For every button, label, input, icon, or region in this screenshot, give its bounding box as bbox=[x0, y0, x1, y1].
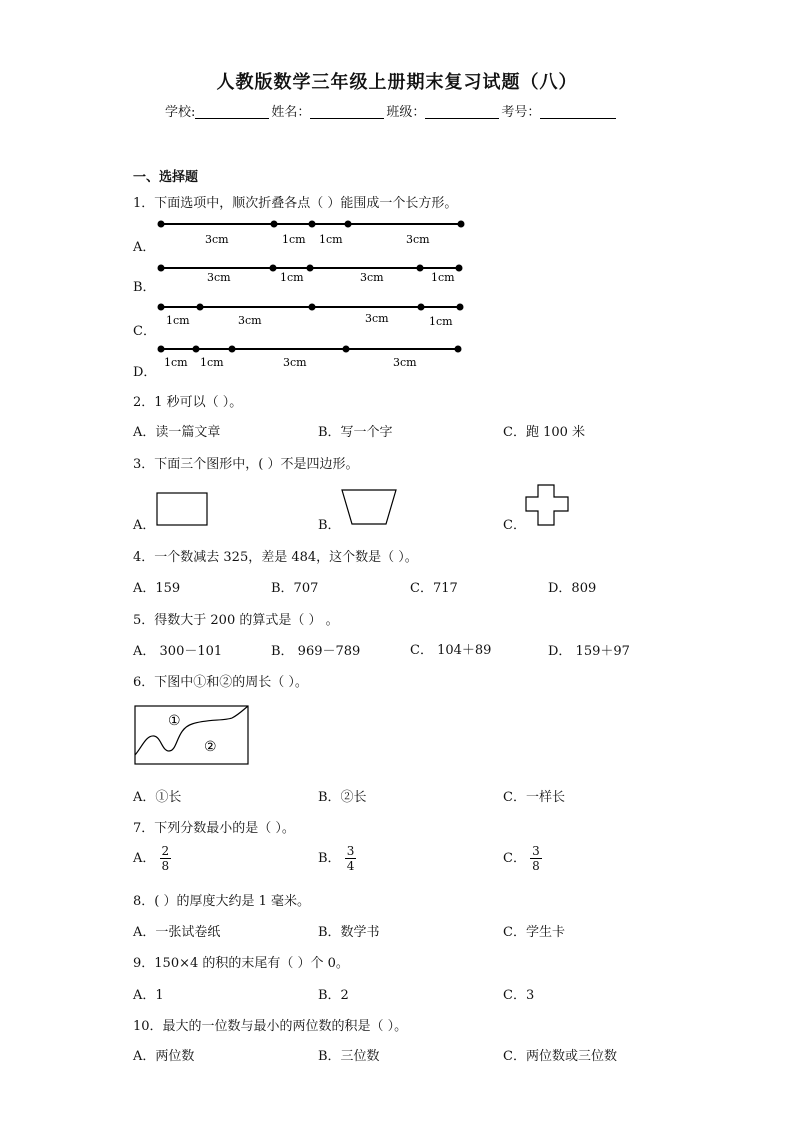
question-2: 2．1 秒可以（ ）。 bbox=[133, 395, 243, 410]
q2-option-c: C．跑 100 米 bbox=[503, 425, 586, 440]
q3-trapezoid-shape bbox=[340, 488, 400, 528]
q7-fraction-a bbox=[160, 844, 172, 873]
q2-option-b: B．写一个字 bbox=[318, 425, 393, 440]
q7-fraction-c bbox=[530, 844, 542, 873]
q9-option-a: A．1 bbox=[133, 988, 164, 1003]
q4-option-c: C．717 bbox=[410, 581, 458, 596]
q1-b-seg-2: 1cm bbox=[280, 271, 304, 284]
q1-option-c-line bbox=[158, 304, 464, 329]
q1-d-seg-3: 3cm bbox=[283, 356, 307, 369]
q7-b-numerator: 3 bbox=[346, 844, 355, 858]
q1-option-b-line bbox=[158, 265, 463, 285]
q7-option-c-label: C． bbox=[503, 851, 526, 866]
question-7: 7．下列分数最小的是（ ）。 bbox=[133, 821, 295, 836]
q7-b-denominator: 4 bbox=[346, 859, 355, 873]
q6-region-1-label: ① bbox=[168, 713, 181, 729]
q8-option-a: A．一张试卷纸 bbox=[133, 925, 221, 940]
class-label: 班级： bbox=[386, 105, 426, 120]
q7-c-denominator: 8 bbox=[532, 859, 540, 873]
name-blank bbox=[310, 104, 384, 119]
q7-option-a-label: A． bbox=[133, 851, 156, 866]
page-title: 人教版数学三年级上册期末复习试题（八） bbox=[216, 72, 578, 93]
q7-option-a bbox=[133, 844, 171, 873]
q4-option-d: D．809 bbox=[548, 581, 597, 596]
q7-a-numerator: 2 bbox=[161, 844, 170, 858]
q8-option-b: B．数学书 bbox=[318, 925, 380, 940]
q1-b-seg-3: 3cm bbox=[360, 271, 384, 284]
student-info-line bbox=[165, 101, 618, 120]
q1-a-seg-4: 3cm bbox=[406, 233, 430, 246]
q1-option-a-line bbox=[158, 221, 465, 247]
q1-number-line-figures bbox=[150, 215, 480, 375]
q1-b-seg-4: 1cm bbox=[431, 271, 455, 284]
q1-a-seg-2: 1cm bbox=[282, 233, 306, 246]
q1-c-seg-3: 3cm bbox=[365, 312, 389, 325]
question-6: 6．下图中①和②的周长（ ）。 bbox=[133, 675, 308, 690]
q7-a-denominator: 8 bbox=[161, 859, 170, 873]
section-heading: 一、选择题 bbox=[133, 170, 199, 185]
q5-option-c: C． 104＋89 bbox=[410, 643, 492, 658]
q7-c-numerator: 3 bbox=[532, 844, 540, 858]
q7-option-b-label: B． bbox=[318, 851, 341, 866]
id-label: 考号： bbox=[501, 105, 541, 120]
q4-option-b: B．707 bbox=[271, 581, 319, 596]
q9-option-b: B．2 bbox=[318, 988, 349, 1003]
q1-option-c-label: C． bbox=[133, 324, 156, 339]
q4-option-a: A．159 bbox=[133, 581, 181, 596]
q1-b-seg-1: 3cm bbox=[207, 271, 231, 284]
q6-region-2-label: ② bbox=[204, 739, 217, 755]
q5-option-a: A． 300－101 bbox=[133, 644, 223, 659]
q1-option-a-label: A． bbox=[133, 240, 156, 255]
question-10: 10．最大的一位数与最小的两位数的积是（ ）。 bbox=[133, 1019, 408, 1034]
q10-option-b: B．三位数 bbox=[318, 1049, 380, 1064]
q3-option-b-label: B． bbox=[318, 518, 341, 533]
q1-a-seg-1: 3cm bbox=[205, 233, 229, 246]
q5-option-b: B． 969－789 bbox=[271, 644, 361, 659]
name-label: 姓名： bbox=[271, 105, 311, 120]
school-blank bbox=[195, 104, 269, 119]
q10-option-a: A．两位数 bbox=[133, 1049, 195, 1064]
q3-option-a-label: A． bbox=[133, 518, 156, 533]
question-9: 9．150×4 的积的末尾有（ ）个 0。 bbox=[133, 956, 349, 971]
q1-option-d-line bbox=[158, 346, 462, 370]
q3-cross-shape bbox=[524, 484, 572, 528]
q1-a-seg-3: 1cm bbox=[319, 233, 343, 246]
q1-c-seg-1: 1cm bbox=[166, 314, 190, 327]
q1-c-seg-4: 1cm bbox=[429, 315, 453, 328]
question-5: 5．得数大于 200 的算式是（ ） 。 bbox=[133, 613, 339, 628]
q3-rectangle-shape bbox=[156, 492, 210, 528]
q6-option-a: A．①长 bbox=[133, 790, 182, 805]
question-1: 1．下面选项中，顺次折叠各点（ ）能围成一个长方形。 bbox=[133, 196, 458, 211]
q8-option-c: C．学生卡 bbox=[503, 925, 565, 940]
id-blank bbox=[540, 104, 616, 119]
q1-d-seg-1: 1cm bbox=[164, 356, 188, 369]
q1-option-d-label: D． bbox=[133, 365, 157, 380]
question-4: 4．一个数减去 325，差是 484，这个数是（ ）。 bbox=[133, 550, 418, 565]
q2-option-a: A．读一篇文章 bbox=[133, 425, 221, 440]
question-3: 3．下面三个图形中，( ）不是四边形。 bbox=[133, 457, 359, 472]
q1-d-seg-2: 1cm bbox=[200, 356, 224, 369]
q7-option-c bbox=[503, 844, 542, 873]
q1-option-b-label: B． bbox=[133, 280, 156, 295]
q10-option-c: C．两位数或三位数 bbox=[503, 1049, 617, 1064]
class-blank bbox=[425, 104, 499, 119]
q1-c-seg-2: 3cm bbox=[238, 314, 262, 327]
q6-option-b: B．②长 bbox=[318, 790, 367, 805]
q1-d-seg-4: 3cm bbox=[393, 356, 417, 369]
q3-option-c-label: C． bbox=[503, 518, 526, 533]
question-8: 8．( ）的厚度大约是 1 毫米。 bbox=[133, 894, 311, 909]
school-label: 学校: bbox=[165, 105, 196, 120]
q6-option-c: C．一样长 bbox=[503, 790, 565, 805]
q9-option-c: C．3 bbox=[503, 988, 535, 1003]
q6-perimeter-figure bbox=[134, 705, 252, 767]
q5-option-d: D． 159＋97 bbox=[548, 644, 630, 659]
q7-option-b bbox=[318, 844, 356, 873]
q7-fraction-b bbox=[345, 844, 357, 873]
